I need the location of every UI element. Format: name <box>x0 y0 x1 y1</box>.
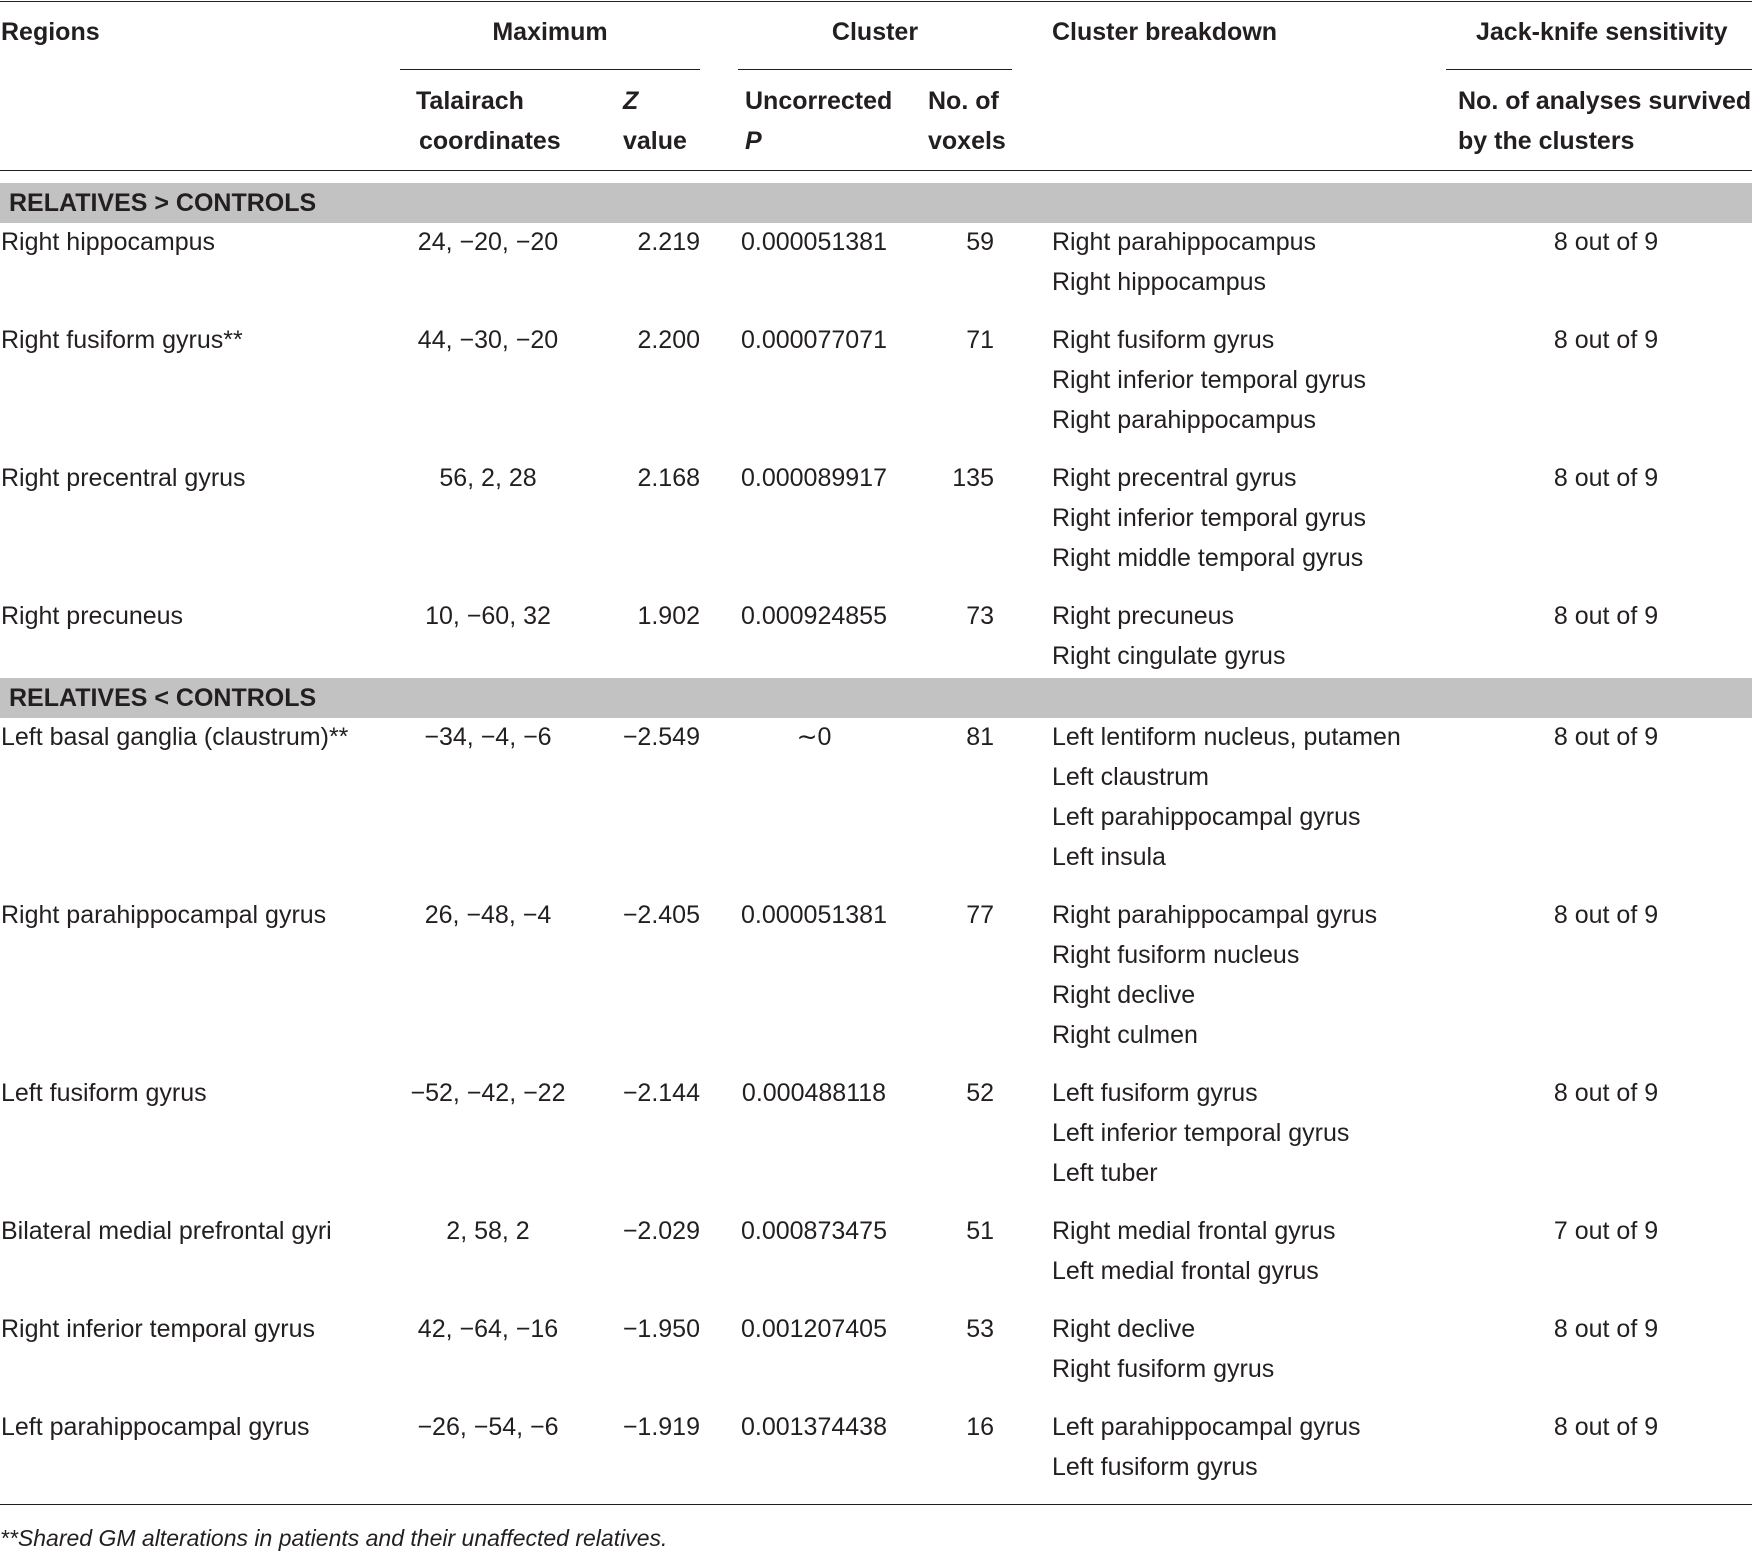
row-voxel-count: 52 <box>966 1079 994 1107</box>
row-jackknife-sensitivity: 8 out of 9 <box>1553 1315 1659 1343</box>
row-z-value: −2.549 <box>622 723 700 751</box>
row-voxel-count: 71 <box>966 326 994 354</box>
row-talairach-coordinates: 24, −20, −20 <box>417 228 559 256</box>
row-talairach-coordinates: 10, −60, 32 <box>425 602 551 630</box>
row-talairach-coordinates: 2, 58, 2 <box>446 1217 530 1245</box>
row-cluster-breakdown-item: Left fusiform gyrus <box>1052 1453 1258 1481</box>
row-region: Bilateral medial prefrontal gyri <box>1 1217 332 1245</box>
top-rule <box>0 1 1752 2</box>
row-uncorrected-p: ∼0 <box>796 723 832 751</box>
row-z-value: 2.168 <box>637 464 700 492</box>
row-z-value: −1.919 <box>622 1413 700 1441</box>
row-cluster-breakdown-item: Left inferior temporal gyrus <box>1052 1119 1350 1147</box>
row-voxel-count: 77 <box>966 901 994 929</box>
row-cluster-breakdown-item: Right precentral gyrus <box>1052 464 1297 492</box>
row-uncorrected-p: 0.000051381 <box>741 228 887 256</box>
row-voxel-count: 16 <box>966 1413 994 1441</box>
row-jackknife-sensitivity: 8 out of 9 <box>1553 228 1659 256</box>
header-voxels-line2: voxels <box>928 127 1006 155</box>
row-cluster-breakdown-item: Left claustrum <box>1052 763 1210 791</box>
row-cluster-breakdown-item: Right cingulate gyrus <box>1052 642 1286 670</box>
row-region: Right inferior temporal gyrus <box>1 1315 316 1343</box>
row-cluster-breakdown-item: Right hippocampus <box>1052 268 1267 296</box>
header-maximum: Maximum <box>492 18 608 46</box>
row-talairach-coordinates: 44, −30, −20 <box>417 326 559 354</box>
row-cluster-breakdown-item: Right medial frontal gyrus <box>1052 1217 1336 1245</box>
row-region: Right precuneus <box>1 602 184 630</box>
row-talairach-coordinates: 42, −64, −16 <box>417 1315 559 1343</box>
row-jackknife-sensitivity: 8 out of 9 <box>1553 901 1659 929</box>
row-region: Right precentral gyrus <box>1 464 246 492</box>
row-jackknife-sensitivity: 8 out of 9 <box>1553 464 1659 492</box>
row-talairach-coordinates: 56, 2, 28 <box>439 464 537 492</box>
row-voxel-count: 53 <box>966 1315 994 1343</box>
section-label-relatives-greater: RELATIVES > CONTROLS <box>9 189 317 217</box>
row-z-value: 2.200 <box>637 326 700 354</box>
row-uncorrected-p: 0.001207405 <box>741 1315 887 1343</box>
row-region: Right fusiform gyrus** <box>1 326 243 354</box>
row-region: Right hippocampus <box>1 228 216 256</box>
footnote: **Shared GM alterations in patients and their unaffected relatives. <box>0 1525 668 1551</box>
row-uncorrected-p: 0.000488118 <box>741 1079 887 1107</box>
header-z-line2: value <box>623 127 687 155</box>
row-talairach-coordinates: 26, −48, −4 <box>424 901 552 929</box>
row-cluster-breakdown-item: Left tuber <box>1052 1159 1158 1187</box>
row-cluster-breakdown-item: Right fusiform gyrus <box>1052 326 1275 354</box>
row-cluster-breakdown-item: Left lentiform nucleus, putamen <box>1052 723 1401 751</box>
header-bottom-rule <box>0 170 1752 171</box>
header-cluster-breakdown: Cluster breakdown <box>1052 18 1278 46</box>
row-cluster-breakdown-item: Left fusiform gyrus <box>1052 1079 1258 1107</box>
header-uncorrected-line2: P <box>745 127 762 155</box>
row-cluster-breakdown-item: Right parahippocampus <box>1052 228 1317 256</box>
row-uncorrected-p: 0.000077071 <box>741 326 887 354</box>
row-cluster-breakdown-item: Right declive <box>1052 981 1196 1009</box>
row-cluster-breakdown-item: Right parahippocampal gyrus <box>1052 901 1378 929</box>
row-cluster-breakdown-item: Right culmen <box>1052 1021 1198 1049</box>
row-jackknife-sensitivity: 8 out of 9 <box>1553 326 1659 354</box>
row-uncorrected-p: 0.000873475 <box>741 1217 887 1245</box>
row-jackknife-sensitivity: 8 out of 9 <box>1553 723 1659 751</box>
header-analyses-line2: by the clusters <box>1458 127 1635 155</box>
row-voxel-count: 51 <box>966 1217 994 1245</box>
row-cluster-breakdown-item: Right inferior temporal gyrus <box>1052 504 1367 532</box>
header-analyses-line1: No. of analyses survived <box>1458 87 1752 115</box>
header-voxels-line1: No. of <box>928 87 999 115</box>
row-jackknife-sensitivity: 8 out of 9 <box>1553 1079 1659 1107</box>
row-uncorrected-p: 0.000924855 <box>741 602 887 630</box>
bottom-rule <box>0 1504 1752 1505</box>
section-band-relatives-greater <box>0 183 1752 223</box>
row-voxel-count: 81 <box>966 723 994 751</box>
header-talairach-line2: coordinates <box>419 127 561 155</box>
row-voxel-count: 135 <box>952 464 994 492</box>
row-region: Left basal ganglia (claustrum)** <box>1 723 349 751</box>
row-z-value: −2.029 <box>622 1217 700 1245</box>
row-talairach-coordinates: −34, −4, −6 <box>424 723 552 751</box>
row-cluster-breakdown-item: Right declive <box>1052 1315 1196 1343</box>
row-uncorrected-p: 0.000051381 <box>741 901 887 929</box>
row-z-value: −2.144 <box>622 1079 700 1107</box>
row-z-value: 2.219 <box>637 228 700 256</box>
row-cluster-breakdown-item: Right inferior temporal gyrus <box>1052 366 1367 394</box>
header-cluster: Cluster <box>831 18 919 46</box>
row-region: Left fusiform gyrus <box>1 1079 207 1107</box>
section-band-relatives-less <box>0 678 1752 718</box>
header-talairach-line1: Talairach <box>416 87 524 115</box>
row-cluster-breakdown-item: Right parahippocampus <box>1052 406 1317 434</box>
row-jackknife-sensitivity: 8 out of 9 <box>1553 602 1659 630</box>
row-jackknife-sensitivity: 7 out of 9 <box>1553 1217 1659 1245</box>
row-voxel-count: 59 <box>966 228 994 256</box>
row-uncorrected-p: 0.001374438 <box>741 1413 887 1441</box>
row-jackknife-sensitivity: 8 out of 9 <box>1553 1413 1659 1441</box>
row-z-value: −1.950 <box>622 1315 700 1343</box>
row-region: Right parahippocampal gyrus <box>1 901 327 929</box>
header-regions: Regions <box>1 18 100 46</box>
header-z-line1: Z <box>623 87 639 115</box>
header-jackknife: Jack-knife sensitivity <box>1476 18 1728 46</box>
row-cluster-breakdown-item: Left medial frontal gyrus <box>1052 1257 1319 1285</box>
row-cluster-breakdown-item: Left parahippocampal gyrus <box>1052 1413 1361 1441</box>
row-talairach-coordinates: −52, −42, −22 <box>410 1079 566 1107</box>
row-talairach-coordinates: −26, −54, −6 <box>417 1413 559 1441</box>
row-region: Left parahippocampal gyrus <box>1 1413 310 1441</box>
row-cluster-breakdown-item: Left insula <box>1052 843 1166 871</box>
row-z-value: −2.405 <box>622 901 700 929</box>
row-cluster-breakdown-item: Right fusiform gyrus <box>1052 1355 1275 1383</box>
maximum-span-rule <box>400 69 700 70</box>
jackknife-span-rule <box>1446 69 1752 70</box>
row-cluster-breakdown-item: Right precuneus <box>1052 602 1235 630</box>
row-cluster-breakdown-item: Right middle temporal gyrus <box>1052 544 1364 572</box>
row-voxel-count: 73 <box>966 602 994 630</box>
cluster-span-rule <box>738 69 1012 70</box>
row-z-value: 1.902 <box>637 602 700 630</box>
section-label-relatives-less: RELATIVES < CONTROLS <box>9 684 317 712</box>
row-uncorrected-p: 0.000089917 <box>741 464 887 492</box>
header-uncorrected-line1: Uncorrected <box>745 87 893 115</box>
row-cluster-breakdown-item: Right fusiform nucleus <box>1052 941 1300 969</box>
row-cluster-breakdown-item: Left parahippocampal gyrus <box>1052 803 1361 831</box>
